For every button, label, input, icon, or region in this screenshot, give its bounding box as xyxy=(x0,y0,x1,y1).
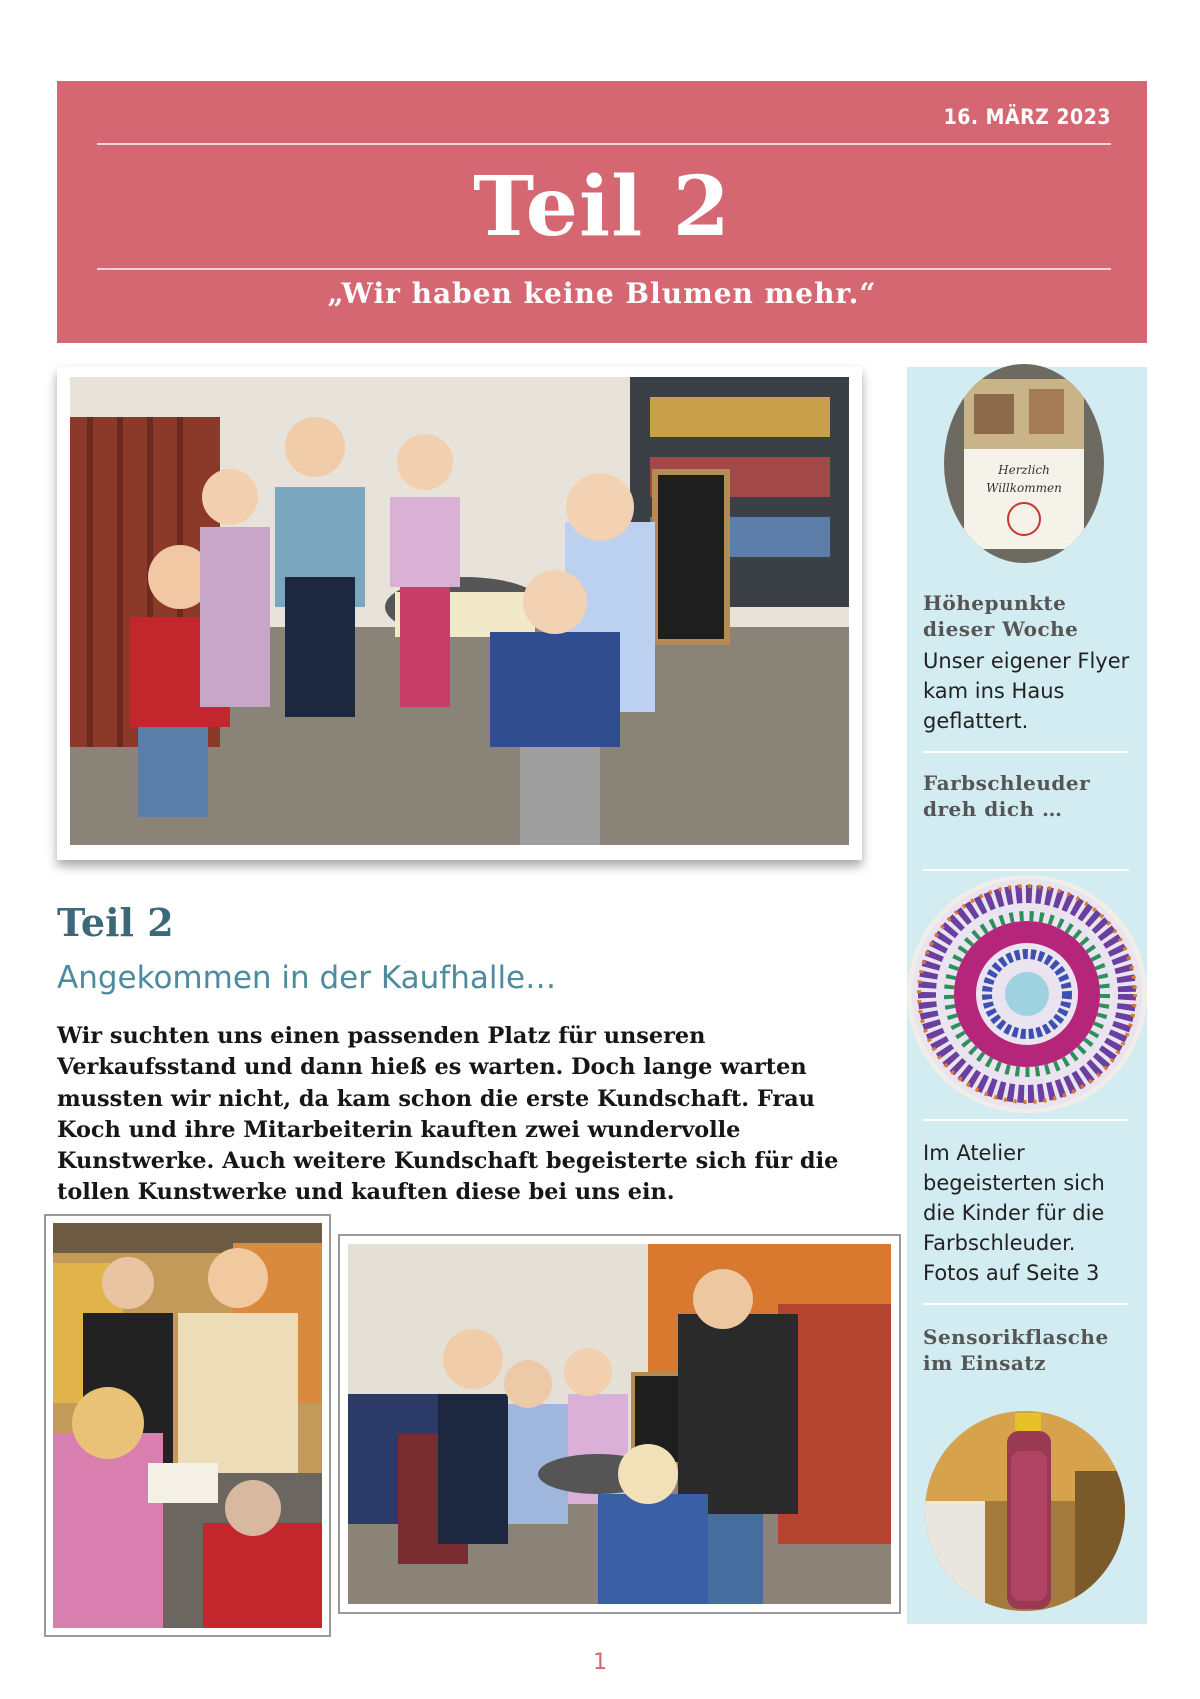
sidebar-heading-highlights: Höhepunkte dieser Woche xyxy=(923,591,1079,641)
header-rule-bottom xyxy=(97,268,1111,270)
sidebar-text-atelier: Im Atelier begeisterten sich die Kinder für die Farbschleuder. Fotos auf Seite 3 xyxy=(923,1141,1105,1285)
article-title: Teil 2 xyxy=(57,900,174,945)
sensory-bottle-photo xyxy=(925,1411,1125,1611)
main-photo-frame xyxy=(57,367,862,860)
sidebar-divider-3 xyxy=(923,1119,1129,1121)
welcome-sign-line1: Herzlich xyxy=(998,463,1050,477)
sidebar-heading-sensorik: Sensorikflasche im Einsatz xyxy=(923,1325,1109,1375)
main-photo xyxy=(70,377,849,845)
welcome-sign-photo xyxy=(944,364,1104,563)
photo-shop-customers xyxy=(53,1223,322,1628)
photo-frame-right xyxy=(338,1234,901,1614)
page-subtitle: „Wir haben keine Blumen mehr.“ xyxy=(327,277,877,310)
spin-art-photo xyxy=(907,875,1147,1113)
sidebar-divider-4 xyxy=(923,1303,1129,1305)
welcome-sign-line2: Willkommen xyxy=(986,481,1062,495)
article-body: Wir suchten uns einen passenden Platz für unseren Verkaufsstand und dann hieß es warten. Doch lange warten mussten wir nicht, da kam schon die erste Kundschaft. Frau Koch und ihre Mitarbeiterin kauften zwei wundervolle Kunstwerke. Auch weitere Kundschaft begeisterte sich für die tollen Kunstwerke und kauften diese bei uns ein. xyxy=(57,1023,839,1206)
sidebar-divider-1 xyxy=(923,751,1129,753)
sidebar-divider-2 xyxy=(923,869,1129,871)
issue-date: 16. MÄRZ 2023 xyxy=(943,105,1111,129)
page-title: Teil 2 xyxy=(473,159,731,255)
sidebar-heading-farbschleuder: Farbschleuder dreh dich … xyxy=(923,771,1091,821)
header-banner xyxy=(57,81,1147,343)
article-subtitle: Angekommen in der Kaufhalle… xyxy=(57,960,557,996)
photo-sales-stand xyxy=(348,1244,891,1604)
photo-frame-left xyxy=(44,1214,331,1637)
page-number: 1 xyxy=(593,1650,607,1675)
sidebar-text-flyer: Unser eigener Flyer kam ins Haus geflattert. xyxy=(923,649,1130,733)
header-rule-top xyxy=(97,143,1111,145)
